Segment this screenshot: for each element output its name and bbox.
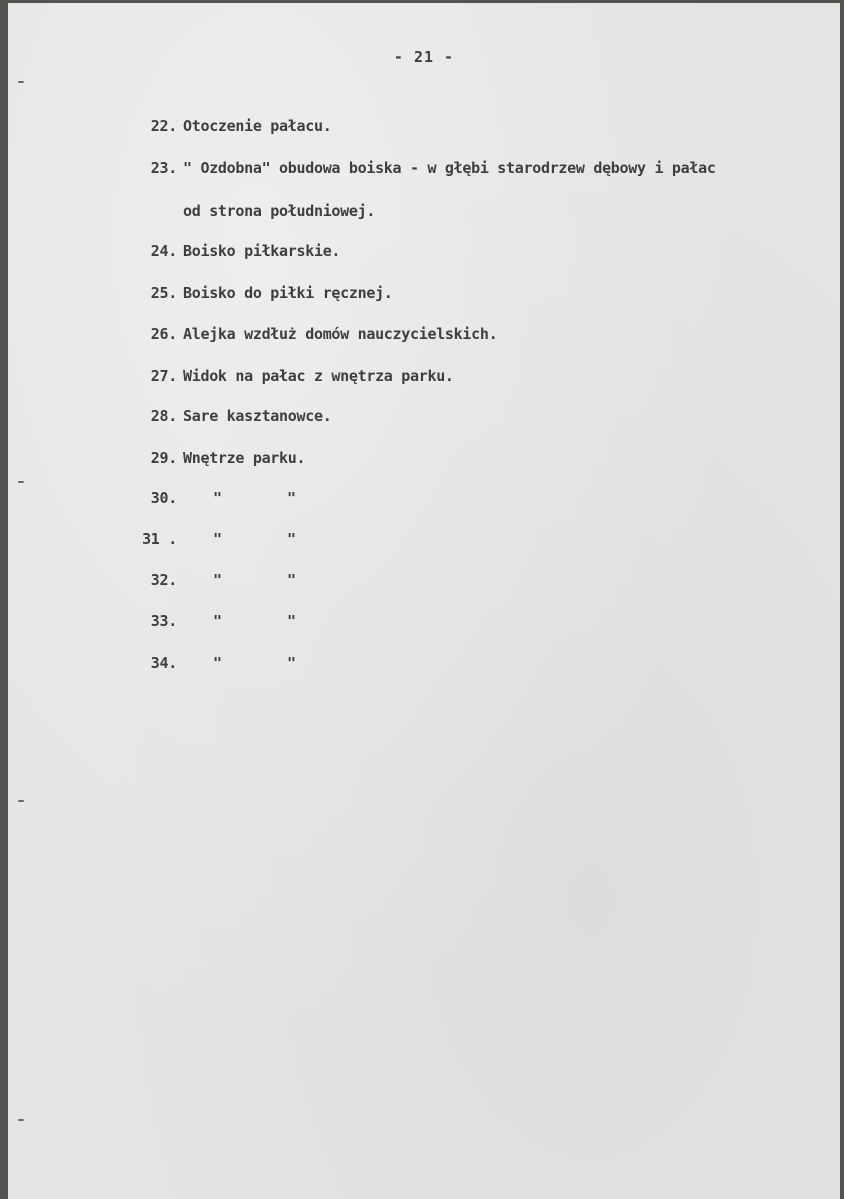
list-item [150, 242, 341, 260]
item-number: 22. [150, 117, 177, 135]
ditto-mark: " [213, 530, 222, 548]
ditto-mark: " [287, 489, 296, 507]
punch-hole-mark [18, 481, 24, 483]
item-text: " Ozdobna" obudowa boiska - w głębi starodrzew dębowy i pałac [183, 159, 716, 177]
ditto-mark: " [287, 654, 296, 672]
item-text: Boisko do piłki ręcznej. [183, 284, 393, 302]
ditto-mark: " [287, 612, 296, 630]
page-number: - 21 - [393, 48, 455, 66]
item-text: Boisko piłkarskie. [183, 242, 341, 260]
item-text: Alejka wzdłuż domów nauczycielskich. [183, 325, 498, 343]
item-text: Widok na pałac z wnętrza parku. [183, 367, 454, 385]
item-number: 25. [150, 284, 177, 302]
item-number: 28. [150, 407, 177, 425]
document-page [8, 3, 840, 1199]
ditto-mark: " [213, 571, 222, 589]
ditto-mark: " [213, 654, 222, 672]
list-item [150, 325, 498, 343]
item-number: 29. [150, 449, 177, 467]
list-item [150, 449, 306, 467]
item-number: 34. [150, 654, 177, 672]
item-number: 33. [150, 612, 177, 630]
ditto-mark: " [287, 530, 296, 548]
list-item [150, 117, 332, 135]
item-number: 23. [150, 159, 177, 177]
item-text: od strona południowej. [183, 202, 376, 220]
item-text: Wnętrze parku. [183, 449, 306, 467]
item-number: 32. [150, 571, 177, 589]
punch-hole-mark [18, 800, 24, 802]
item-number: 31 . [142, 530, 177, 548]
list-item-continuation [183, 202, 375, 220]
ditto-mark: " [213, 612, 222, 630]
item-number: 30. [150, 489, 177, 507]
list-item [150, 159, 716, 177]
list-item [150, 407, 332, 425]
punch-hole-mark [18, 1119, 24, 1121]
list-item [150, 284, 393, 302]
punch-hole-mark [18, 81, 24, 83]
item-number: 26. [150, 325, 177, 343]
item-number: 27. [150, 367, 177, 385]
list-item [150, 367, 454, 385]
ditto-mark: " [287, 571, 296, 589]
item-text: Sare kasztanowce. [183, 407, 332, 425]
ditto-mark: " [213, 489, 222, 507]
item-number: 24. [150, 242, 177, 260]
item-text: Otoczenie pałacu. [183, 117, 332, 135]
